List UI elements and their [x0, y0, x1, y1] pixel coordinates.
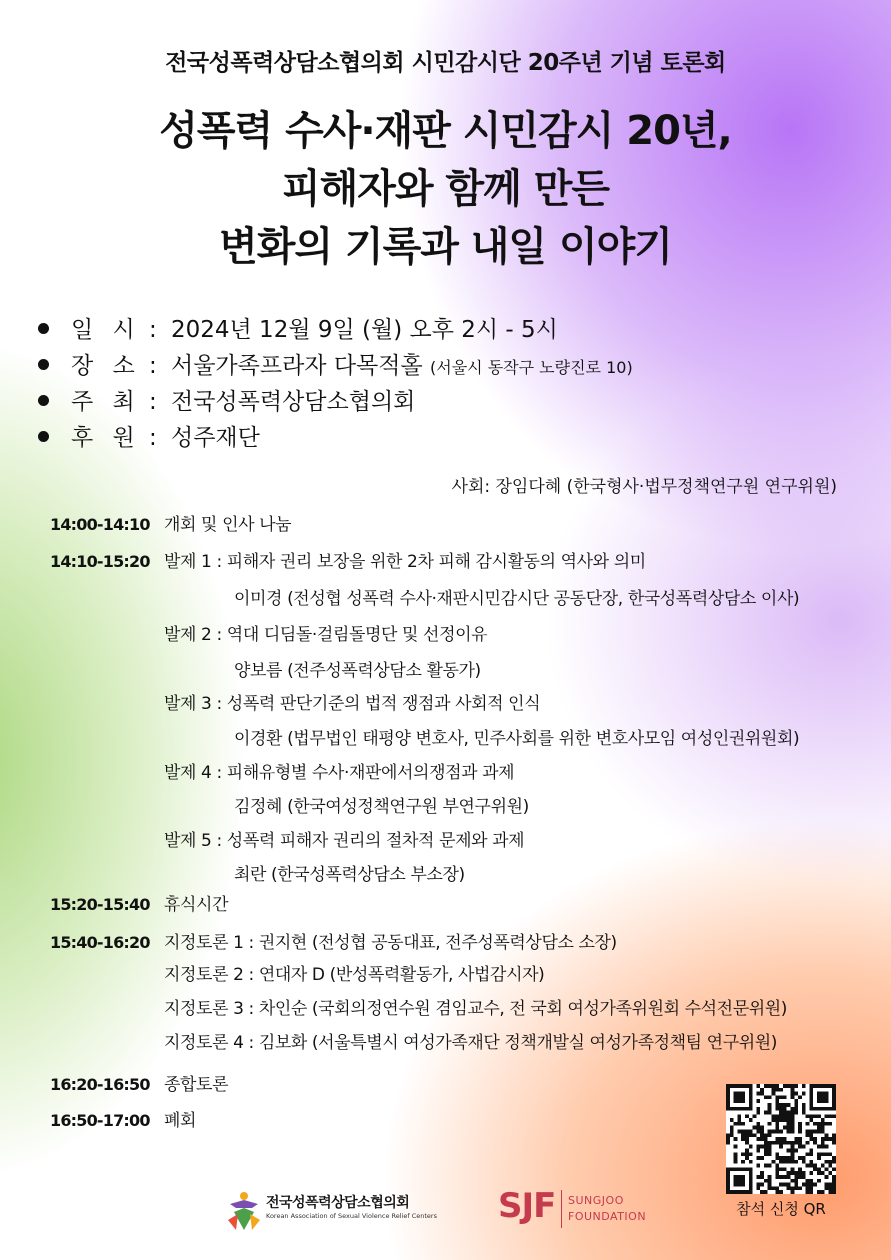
kasvrc-mark-icon: [224, 1190, 264, 1232]
schedule-item: 발제 2 : 역대 디딤돌·걸림돌명단 및 선정이유: [164, 625, 488, 645]
bullet-icon: [38, 431, 49, 442]
schedule-time: 15:20-15:40: [50, 895, 150, 914]
info-value: 성주재단: [171, 425, 260, 451]
schedule-item: 지정토론 4 : 김보화 (서울특별시 여성가족재단 정책개발실 여성가족정책팀 연구위원): [164, 1033, 777, 1053]
sjf-text: [568, 1193, 646, 1225]
schedule-item: 개회 및 인사 나눔: [164, 515, 292, 535]
schedule-item: 폐회: [164, 1111, 197, 1131]
schedule-time: 15:40-16:20: [50, 933, 150, 952]
schedule-time: 16:20-16:50: [50, 1075, 150, 1094]
schedule-item: 발제 1 : 피해자 권리 보장을 위한 2차 피해 감시활동의 역사와 의미: [164, 552, 646, 572]
info-value: 서울가족프라자 다목적홀: [171, 353, 423, 379]
schedule-item: 지정토론 3 : 차인순 (국회의정연수원 겸임교수, 전 국회 여성가족위원회 수석전문위원): [164, 999, 787, 1019]
sjf-logo: [498, 1186, 658, 1234]
schedule-time: 14:00-14:10: [50, 515, 150, 534]
sjf-line-1: SUNGJOO: [568, 1194, 624, 1207]
info-label: 주 최: [71, 389, 141, 415]
info-colon: :: [149, 353, 157, 379]
schedule-item: 발제 5 : 성폭력 피해자 권리의 절차적 문제와 과제: [164, 831, 525, 851]
sjf-mark: SJF: [498, 1186, 556, 1226]
kasvrc-logo: [224, 1190, 437, 1232]
qr-code-icon[interactable]: [726, 1084, 836, 1194]
title-line-1: 성폭력 수사·재판 시민감시 20년,: [159, 108, 732, 154]
info-venue: [38, 348, 633, 384]
info-value: 2024년 12월 9일 (월) 오후 2시 - 5시: [171, 317, 558, 343]
qr-label: 참석 신청 QR: [736, 1200, 826, 1218]
info-label: 일 시: [71, 317, 141, 343]
bullet-icon: [38, 359, 49, 370]
info-sponsor: [38, 420, 633, 456]
info-label: 장 소: [71, 353, 141, 379]
schedule-time: 14:10-15:20: [50, 552, 150, 571]
info-label: 후 원: [71, 425, 141, 451]
bullet-icon: [38, 323, 49, 334]
bullet-icon: [38, 395, 49, 406]
event-subtitle: 전국성폭력상담소협의회 시민감시단 20주년 기념 토론회: [165, 50, 726, 76]
schedule-item: 종합토론: [164, 1075, 229, 1095]
schedule-presenter: 최란 (한국성폭력상담소 부소장): [234, 865, 465, 885]
schedule-presenter: 김정혜 (한국여성정책연구원 부연구위원): [234, 797, 529, 817]
kasvrc-english-name: Korean Association of Sexual Violence Relief Centers: [266, 1212, 437, 1220]
schedule-item: 발제 3 : 성폭력 판단기준의 법적 쟁점과 사회적 인식: [164, 694, 541, 714]
schedule-item: 지정토론 1 : 권지현 (전성협 공동대표, 전주성폭력상담소 소장): [164, 933, 617, 953]
schedule-presenter: 이미경 (전성협 성폭력 수사·재판시민감시단 공동단장, 한국성폭력상담소 이사): [234, 589, 800, 609]
info-colon: :: [149, 389, 157, 415]
schedule-presenter: 이경환 (법무법인 태평양 변호사, 민주사회를 위한 변호사모임 여성인권위원회): [234, 729, 800, 749]
event-title: [0, 102, 891, 276]
info-colon: :: [149, 317, 157, 343]
title-line-2: 피해자와 함께 만든: [282, 166, 609, 212]
schedule-presenter: 양보름 (전주성폭력상담소 활동가): [234, 661, 481, 681]
sjf-line-2: FOUNDATION: [568, 1210, 647, 1223]
info-organizer: [38, 384, 633, 420]
info-value: 전국성폭력상담소협의회: [171, 389, 416, 415]
schedule-item: 휴식시간: [164, 895, 229, 915]
schedule-item: 지정토론 2 : 연대자 D (반성폭력활동가, 사법감시자): [164, 965, 545, 985]
sjf-divider: [561, 1190, 562, 1228]
schedule-time: 16:50-17:00: [50, 1111, 150, 1130]
kasvrc-name: 전국성폭력상담소협의회: [266, 1195, 410, 1211]
info-address: (서울시 동작구 노량진로 10): [430, 358, 633, 377]
moderator: 사회: 장임다혜 (한국형사·법무정책연구원 연구위원): [451, 477, 837, 497]
info-colon: :: [149, 425, 157, 451]
schedule-item: 발제 4 : 피해유형별 수사·재판에서의쟁점과 과제: [164, 763, 515, 783]
title-line-3: 변화의 기록과 내일 이야기: [219, 224, 672, 270]
event-info-list: [38, 312, 633, 456]
info-date: [38, 312, 633, 348]
